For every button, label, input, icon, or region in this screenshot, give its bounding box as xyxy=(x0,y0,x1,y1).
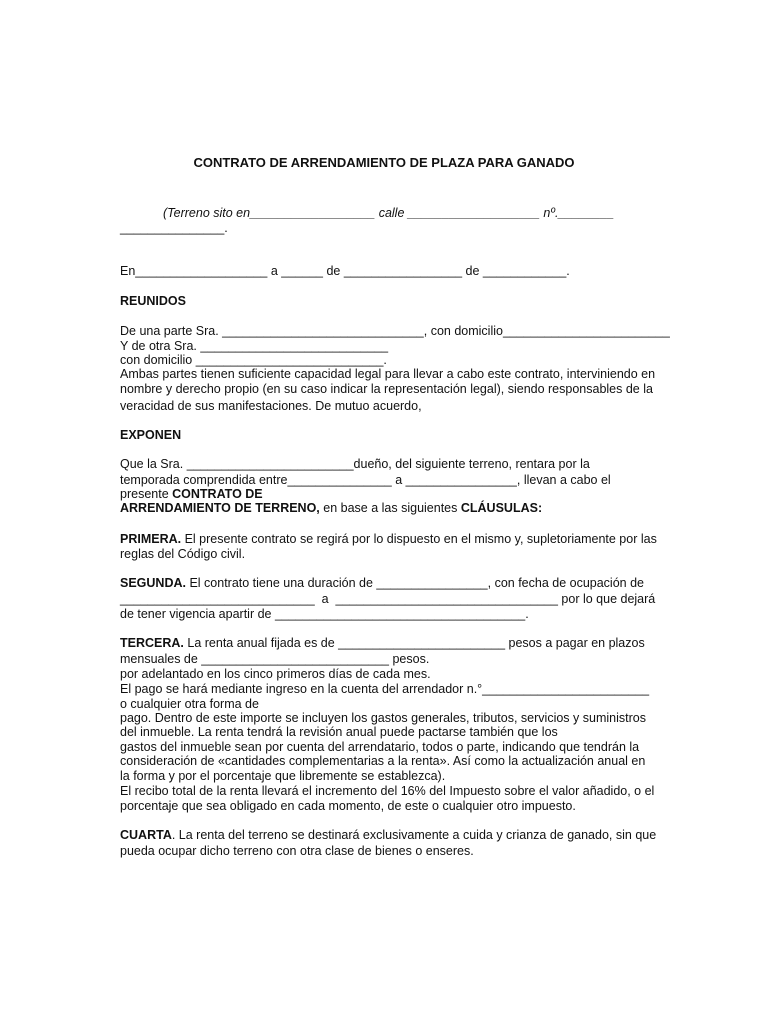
primera-line-2: reglas del Código civil. xyxy=(120,547,246,561)
tercera-label: TERCERA. xyxy=(120,636,184,650)
tercera-text: La renta anual fijada es de ________________________ pesos a pagar en plazos xyxy=(183,636,645,650)
tercera-line-7: del inmueble. La renta tendrá la revisión anual puede pactarse también que los xyxy=(120,725,558,739)
cuarta-text: . La renta del terreno se destinará exclusivamente a cuida y crianza de ganado, sin que xyxy=(171,828,657,842)
tercera-line-4: El pago se hará mediante ingreso en la cuenta del arrendador n.°________________________ xyxy=(120,682,650,696)
tercera-line-6: pago. Dentro de este importe se incluyen los gastos generales, tributos, servicios y suministros xyxy=(120,711,646,725)
reunidos-line-1: De una parte Sra. _____________________________, con domicilio________________________ xyxy=(120,324,670,338)
cuarta-line-1 xyxy=(120,828,656,843)
exponen-line-3 xyxy=(120,487,263,502)
primera-label: PRIMERA. xyxy=(120,532,182,546)
tercera-line-1 xyxy=(120,636,645,651)
exponen-line-4 xyxy=(120,501,542,516)
exponen-line-2: temporada comprendida entre_______________ a ________________, llevan a cabo el xyxy=(120,473,611,487)
tercera-line-5: o cualquier otra forma de xyxy=(120,697,259,711)
segunda-text: El contrato tiene una duración de ________________, con fecha de ocupación de xyxy=(185,576,644,590)
tercera-line-11: El recibo total de la renta llevará el incremento del 16% del Impuesto sobre el valor añadido, o el xyxy=(120,784,655,798)
fecha-line: En___________________ a ______ de _________________ de ____________. xyxy=(120,264,570,278)
arrendamiento-bold: ARRENDAMIENTO DE TERRENO, xyxy=(120,501,320,515)
reunidos-line-6: veracidad de sus manifestaciones. De mutuo acuerdo, xyxy=(120,399,422,413)
exponen-line-1: Que la Sra. ________________________dueño, del siguiente terreno, rentara por la xyxy=(120,457,590,471)
exponen-base-text: en base a las siguientes xyxy=(319,501,461,515)
tercera-line-9: consideración de «cantidades complementarias a la renta». Así como la actualización anual en xyxy=(120,754,646,768)
tercera-line-2: mensuales de ___________________________ pesos. xyxy=(120,652,430,666)
reunidos-line-3: con domicilio ___________________________. xyxy=(120,353,387,367)
segunda-line-3: de tener vigencia apartir de ____________________________________. xyxy=(120,607,529,621)
segunda-line-1 xyxy=(120,576,644,591)
reunidos-heading: REUNIDOS xyxy=(120,294,186,308)
cuarta-label: CUARTA xyxy=(120,828,172,842)
exponen-presente-text: presente xyxy=(120,487,173,501)
reunidos-line-2: Y de otra Sra. ___________________________ xyxy=(120,339,389,353)
contrato-de-bold: CONTRATO DE xyxy=(172,487,263,501)
primera-line-1 xyxy=(120,532,657,547)
segunda-label: SEGUNDA. xyxy=(120,576,186,590)
reunidos-line-4: Ambas partes tienen suficiente capacidad legal para llevar a cabo este contrato, interviniendo en xyxy=(120,367,656,381)
primera-text: El presente contrato se regirá por lo dispuesto en el mismo y, supletoriamente por las xyxy=(181,532,657,546)
reunidos-line-5: nombre y derecho propio (en su caso indicar la representación legal), siendo responsables de la xyxy=(120,382,653,396)
clausulas-bold: CLÁUSULAS: xyxy=(460,501,543,515)
exponen-heading: EXPONEN xyxy=(120,428,182,442)
segunda-line-2: ____________________________ a ________________________________ por lo que dejará xyxy=(120,592,656,606)
terreno-line-2: _______________. xyxy=(120,221,228,235)
tercera-line-12: porcentaje que sea obligado en cada momento, de este o cualquier otro impuesto. xyxy=(120,799,576,813)
tercera-line-10: la forma y por el porcentaje que libremente se establezca). xyxy=(120,769,446,783)
tercera-line-3: por adelantado en los cinco primeros días de cada mes. xyxy=(120,667,431,681)
cuarta-line-2: pueda ocupar dicho terreno con otra clase de bienes o enseres. xyxy=(120,844,474,858)
terreno-line-1: (Terreno sito en__________________ calle ___________________ nº.________ xyxy=(163,206,615,220)
document-title: CONTRATO DE ARRENDAMIENTO DE PLAZA PARA GANADO xyxy=(193,155,575,170)
tercera-line-8: gastos del inmueble sean por cuenta del arrendatario, todos o parte, indicando que tendrán la xyxy=(120,740,640,754)
